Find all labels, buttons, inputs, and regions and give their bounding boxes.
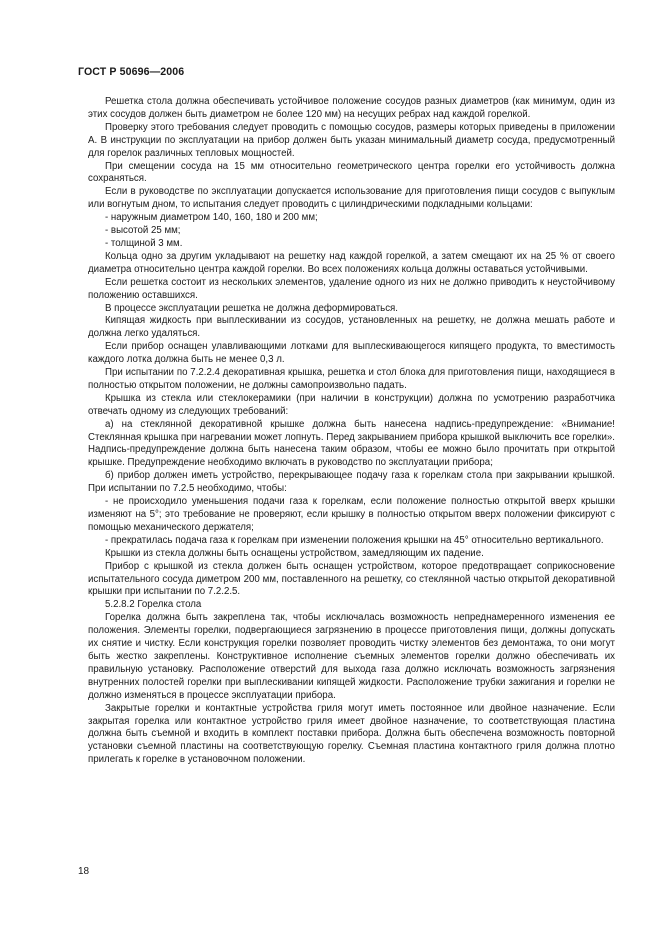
paragraph: Закрытые горелки и контактные устройства гриля могут иметь постоянное или двойное назначение. Если закрытая горелка или контактное устройство гриля имеет двойное назначение, то соответствующая пластина должна быть съемной и входить в комплект поставки прибора. Должна быть обеспечена возможность повторной установки съемной пластины на соответствующую горелку. Съемная пластина контактного гриля должна плотно прилегать к горелке в установочном положении.	[88, 702, 615, 766]
document-header: ГОСТ Р 50696—2006	[78, 66, 185, 78]
document-body	[88, 96, 615, 767]
paragraph: Если в руководстве по эксплуатации допускается использование для приготовления пищи сосудов с выпуклым или вогнутым дном, то испытания следует проводить с цилиндрическими подкладными кольцами:	[88, 186, 615, 211]
list-item: б) прибор должен иметь устройство, перекрывающее подачу газа к горелкам стола при закрывании крышкой. При испытании по 7.2.5 необходимо, чтобы:	[88, 470, 615, 495]
list-item: - не происходило уменьшения подачи газа к горелкам, если положение полностью открытой вверх крышки изменяют на 5°; это требование не проверяют, если крышку в полностью открытом вверх положении фиксируют с помощью механического держателя;	[88, 496, 615, 533]
section-heading: 5.2.8.2 Горелка стола	[105, 599, 202, 611]
paragraph: Кольца одно за другим укладывают на решетку над каждой горелкой, а затем смещают их на 25 % от своего диаметра относительно центра каждой горелки. Во всех положениях кольца должны оставаться устойчивыми.	[88, 250, 615, 275]
paragraph: Если решетка состоит из нескольких элементов, удаление одного из них не должно приводить к неустойчивому положению оставшихся.	[88, 276, 615, 301]
paragraph: Крышки из стекла должны быть оснащены устройством, замедляющим их падение.	[105, 547, 484, 559]
list-item: - высотой 25 мм;	[105, 225, 181, 237]
list-item: - прекратилась подача газа к горелкам при изменении положения крышки на 45° относительно вертикального.	[105, 534, 604, 546]
paragraph: При смещении сосуда на 15 мм относительно геометрического центра горелки его устойчивость должна сохраняться.	[88, 160, 615, 185]
list-item: а) на стеклянной декоративной крышке должна быть нанесена надпись-предупреждение: «Внимание! Стеклянная крышка при нагревании может лопнуть. Перед закрыванием прибора крышкой выключить все горелки». Надпись-предупреждение должна быть нанесена таким образом, чтобы ее можно было прочитать при открытой крышке. Предупреждение необходимо включать в руководство по эксплуатации прибора;	[88, 418, 615, 469]
list-item: - толщиной 3 мм.	[105, 237, 183, 249]
paragraph: В процессе эксплуатации решетка не должна деформироваться.	[105, 302, 398, 314]
paragraph: Проверку этого требования следует проводить с помощью сосудов, размеры которых приведены в приложении А. В инструкции по эксплуатации на прибор должен быть указан минимальный диаметр сосуда, предусмотренный для горелок различных тепловых мощностей.	[88, 121, 615, 159]
list-item: - наружным диаметром 140, 160, 180 и 200 мм;	[105, 212, 318, 224]
page-number: 18	[78, 866, 90, 877]
paragraph: При испытании по 7.2.2.4 декоративная крышка, решетка и стол блока для приготовления пищи, находящиеся в полностью открытом положении, не должны самопроизвольно падать.	[88, 367, 615, 391]
paragraph: Если прибор оснащен улавливающими лотками для выплескивающегося кипящего продукта, то вместимость каждого лотка должна быть не менее 0,3 л.	[88, 341, 615, 366]
paragraph: Кипящая жидкость при выплескивании из сосудов, установленных на решетку, не должна мешать работе и должна легко удаляться.	[88, 315, 615, 340]
paragraph: Горелка должна быть закреплена так, чтобы исключалась возможность непреднамеренного изменения ее положения. Элементы горелки, подвергающиеся загрязнению в процессе приготовления пищи, должны допускать их снятие и чистку. Если конструкция горелки позволяет проводить чистку элементов без демонтажа, то они могут быть жестко закреплены. Конструктивное исполнение съемных элементов горелки должно обеспечивать их правильную установку. Расположение отверстий для выхода газа должно исключать возможность загрязнения внутренних полостей горелки при выплескивании кипящей жидкости. Расположение трубки зажигания и горелки не должно изменяться в процессе эксплуатации прибора.	[88, 612, 615, 701]
paragraph: Прибор с крышкой из стекла должен быть оснащен устройством, которое предотвращает соприкосновение испытательного сосуда диметром 200 мм, поставленного на решетку, со стеклянной частью открытой декоративной крышки при испытании по 7.2.2.5.	[88, 560, 615, 598]
paragraph: Решетка стола должна обеспечивать устойчивое положение сосудов разных диаметров (как минимум, один из этих сосудов должен быть диаметром не более 120 мм) на несущих ребрах над каждой горелкой.	[88, 96, 615, 120]
paragraph: Крышка из стекла или стеклокерамики (при наличии в конструкции) должна по усмотрению разработчика отвечать одному из следующих требований:	[88, 392, 615, 417]
